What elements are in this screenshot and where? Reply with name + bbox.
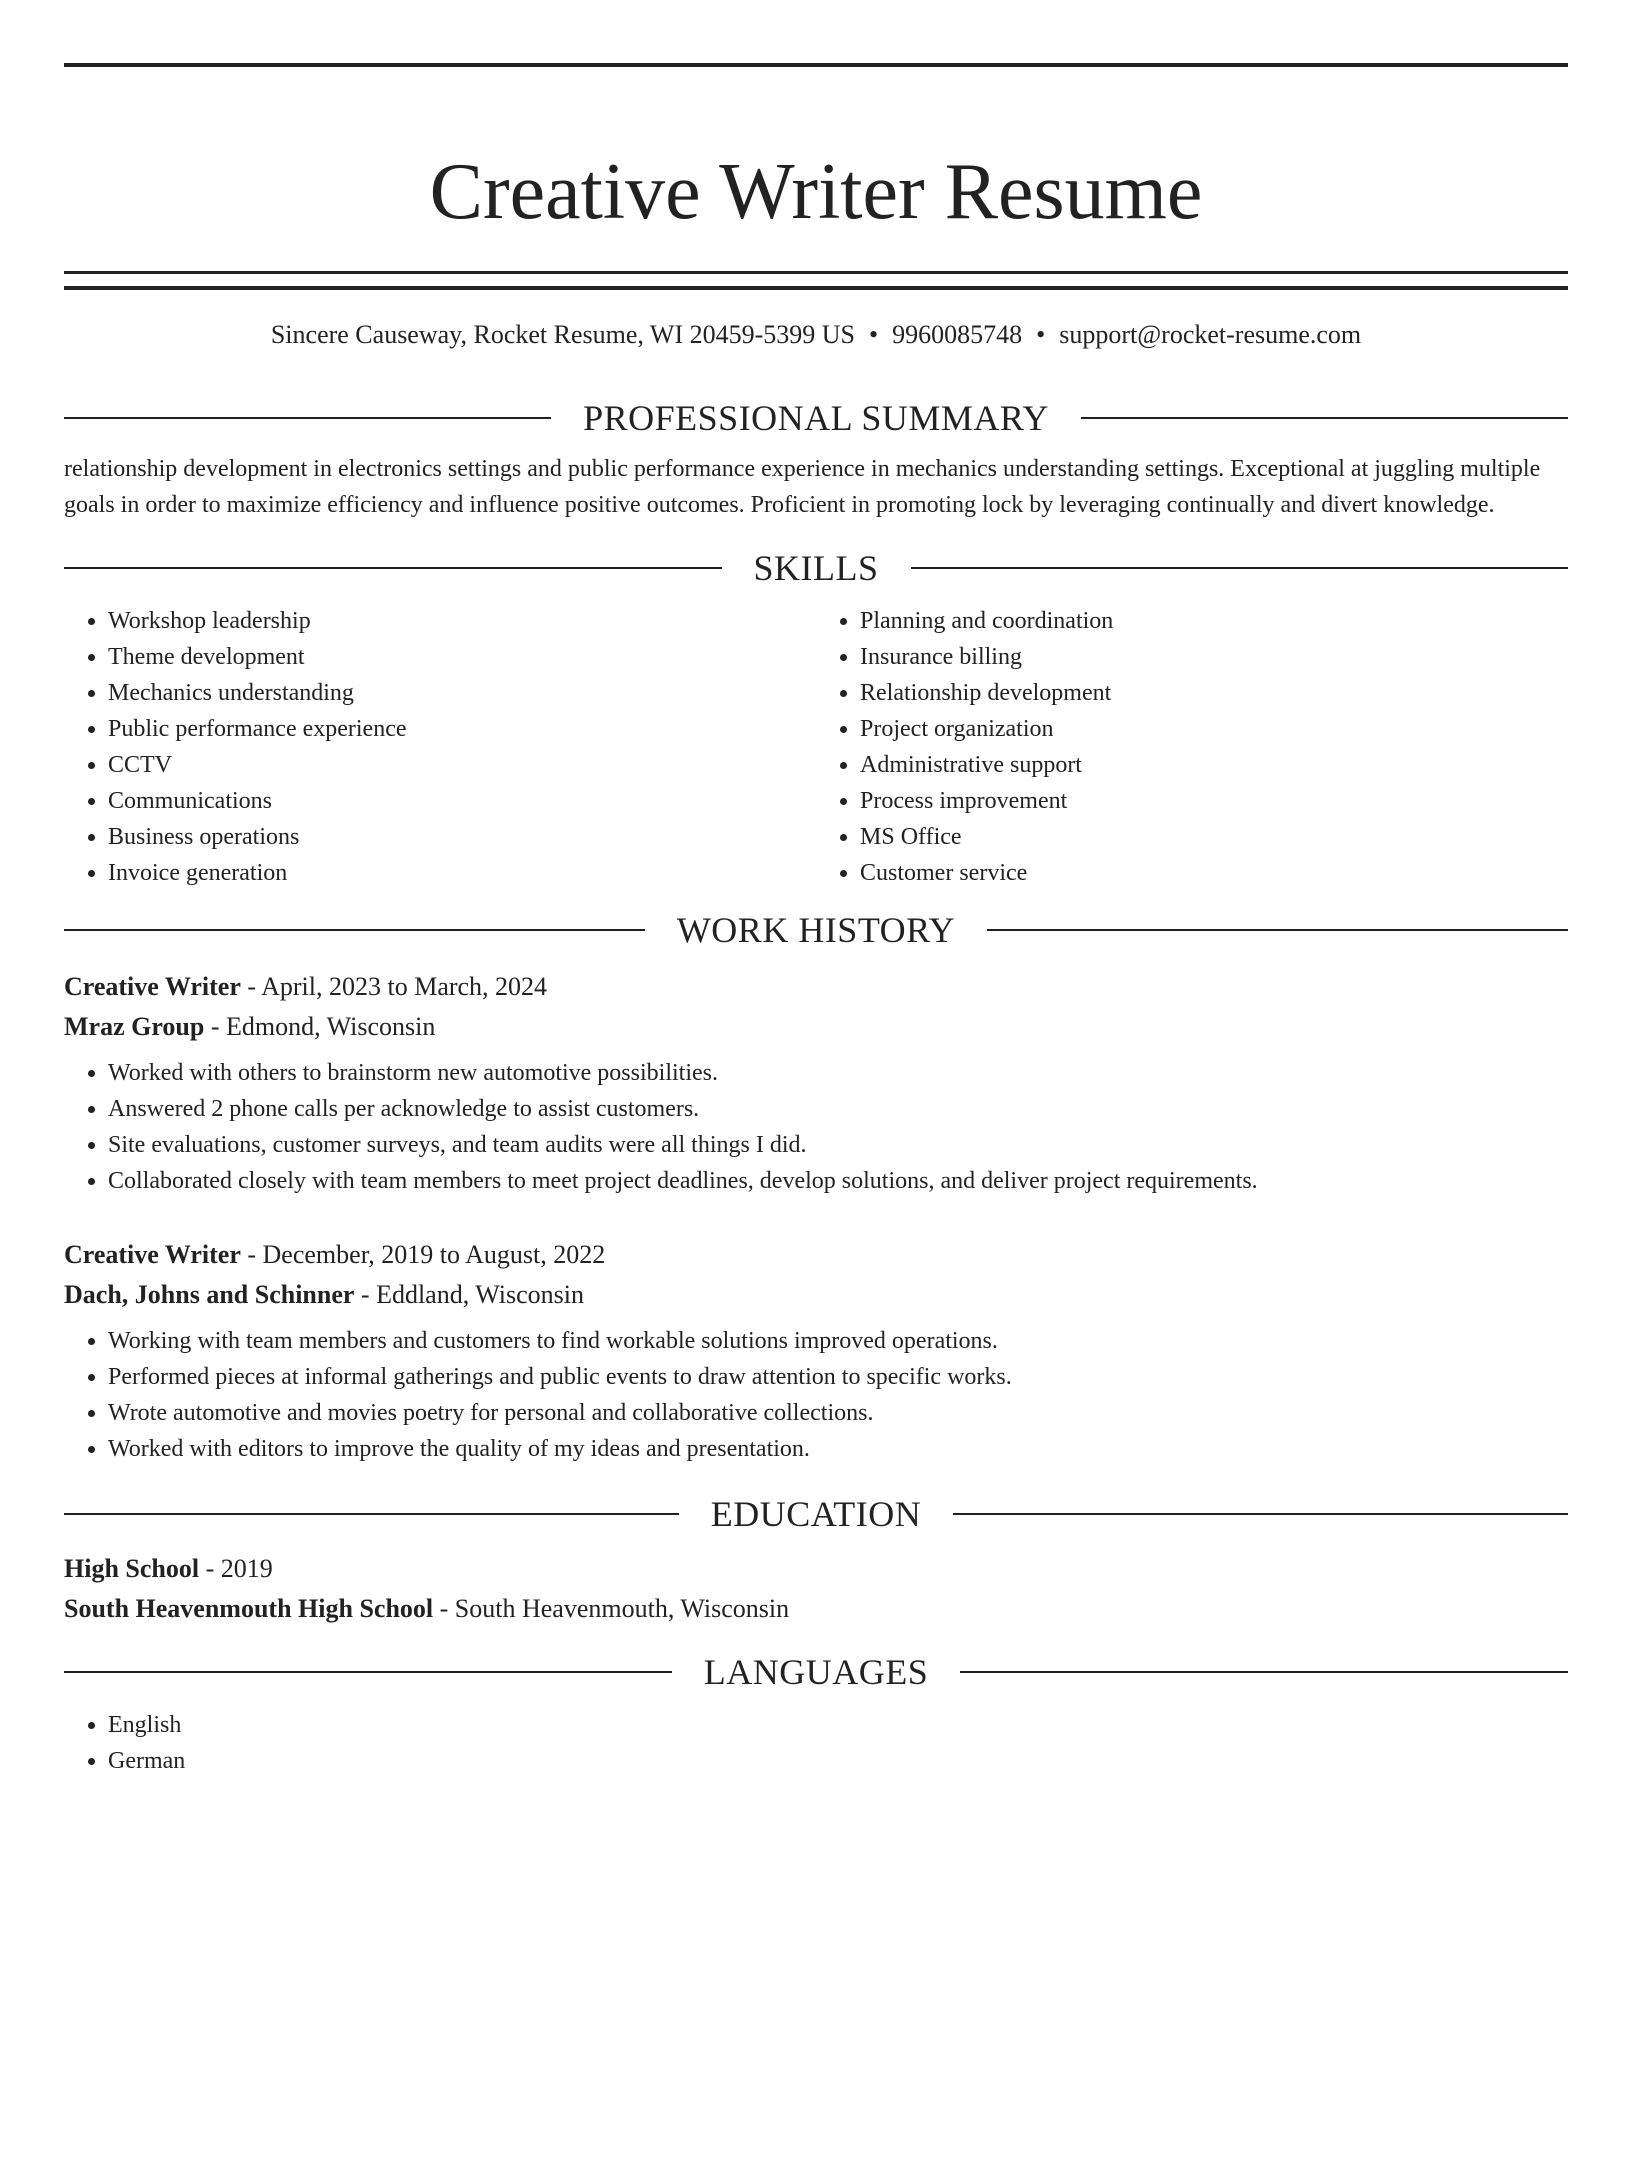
job-bullet: • Wrote automotive and movies poetry for personal and collaborative collections. (108, 1395, 1568, 1431)
job-bullet: • Working with team members and customers to find workable solutions improved operations. (108, 1323, 1568, 1359)
job-company: Dach, Johns and Schinner (64, 1280, 355, 1309)
heading-rule (960, 1671, 1568, 1673)
job-title-line (64, 967, 1568, 1007)
heading-rule (64, 417, 551, 419)
heading-rule (64, 1513, 679, 1515)
section-heading-languages (64, 1647, 1568, 1697)
skills-list-right (816, 603, 1568, 891)
skill-item: • Invoice generation (108, 855, 816, 891)
skill-item: • Theme development (108, 639, 816, 675)
contact-line (64, 315, 1568, 355)
heading-rule (911, 567, 1569, 569)
contact-address: Sincere Causeway, Rocket Resume, WI 20459-5399 US (270, 320, 856, 349)
job-title: Creative Writer (64, 972, 241, 1001)
section-heading-skills (64, 543, 1568, 593)
job-location: - Edmond, Wisconsin (204, 1012, 436, 1041)
section-title: SKILLS (753, 548, 879, 588)
job-entry (64, 1235, 1568, 1467)
job-title: Creative Writer (64, 1240, 241, 1269)
section-heading-summary (64, 393, 1568, 443)
skills-list-left (64, 603, 816, 891)
skill-item: • Mechanics understanding (108, 675, 816, 711)
job-company: Mraz Group (64, 1012, 205, 1041)
job-bullet: • Worked with editors to improve the quality of my ideas and presentation. (108, 1431, 1568, 1467)
skill-item: • Business operations (108, 819, 816, 855)
heading-rule (987, 929, 1568, 931)
skill-item: • Insurance billing (860, 639, 1568, 675)
skill-item: • Communications (108, 783, 816, 819)
heading-rule (953, 1513, 1568, 1515)
job-bullet: • Performed pieces at informal gatherings and public events to draw attention to specific works. (108, 1359, 1568, 1395)
education-entry (64, 1549, 1568, 1629)
job-company-line (64, 1007, 1568, 1047)
skill-item: • CCTV (108, 747, 816, 783)
job-location: - Eddland, Wisconsin (354, 1280, 584, 1309)
job-bullets (64, 1323, 1568, 1467)
skill-item: • Project organization (860, 711, 1568, 747)
education-school-line (64, 1589, 1568, 1629)
skill-item: • Process improvement (860, 783, 1568, 819)
job-title-line (64, 1235, 1568, 1275)
skill-item: • Relationship development (860, 675, 1568, 711)
job-bullet: • Collaborated closely with team members to meet project deadlines, develop solutions, and deliver project requirements. (108, 1163, 1568, 1199)
education-location: - South Heavenmouth, Wisconsin (433, 1594, 790, 1623)
summary-text: relationship development in electronics settings and public performance experience in mechanics understanding settings. Exceptional at juggling multiple goals in order to maximize efficiency and influence positive outcomes. Proficient in promoting lock by leveraging continually and divert knowledge. (64, 456, 1541, 518)
skills-columns (64, 603, 1568, 891)
contact-separator: • (869, 320, 879, 349)
contact-phone: 9960085748 (892, 320, 1023, 349)
education-school: South Heavenmouth High School (64, 1594, 434, 1623)
heading-rule (64, 1671, 672, 1673)
job-bullet: • Worked with others to brainstorm new automotive possibilities. (108, 1055, 1568, 1091)
resume-page (0, 63, 1632, 2175)
resume-content (64, 393, 1568, 1779)
education-year: - 2019 (199, 1554, 273, 1583)
section-title: WORK HISTORY (676, 910, 956, 950)
section-title: PROFESSIONAL SUMMARY (583, 398, 1049, 438)
heading-rule (64, 929, 645, 931)
job-bullet: • Site evaluations, customer surveys, and team audits were all things I did. (108, 1127, 1568, 1163)
section-title: EDUCATION (710, 1494, 922, 1534)
section-title: LANGUAGES (703, 1652, 929, 1692)
skill-item: • Workshop leadership (108, 603, 816, 639)
page-title: Creative Writer Resume (429, 148, 1203, 236)
skill-item: • Public performance experience (108, 711, 816, 747)
education-degree: High School (64, 1554, 200, 1583)
skill-item: • Planning and coordination (860, 603, 1568, 639)
contact-separator: • (1036, 320, 1046, 349)
contact-email: support@rocket-resume.com (1059, 320, 1362, 349)
job-company-line (64, 1275, 1568, 1315)
language-item: • German (108, 1743, 1568, 1779)
job-bullet: • Answered 2 phone calls per acknowledge to assist customers. (108, 1091, 1568, 1127)
section-heading-work-history (64, 905, 1568, 955)
heading-rule (1081, 417, 1568, 419)
skill-item: • Administrative support (860, 747, 1568, 783)
languages-list (64, 1707, 1568, 1779)
section-heading-education (64, 1489, 1568, 1539)
job-dates: - December, 2019 to August, 2022 (240, 1240, 606, 1269)
top-rule (64, 63, 1568, 67)
skill-item: • Customer service (860, 855, 1568, 891)
title-double-rule (64, 271, 1568, 290)
job-bullets (64, 1055, 1568, 1199)
job-entry (64, 967, 1568, 1199)
job-dates: - April, 2023 to March, 2024 (240, 972, 548, 1001)
skill-item: • MS Office (860, 819, 1568, 855)
language-item: • English (108, 1707, 1568, 1743)
heading-rule (64, 567, 722, 569)
education-degree-line (64, 1549, 1568, 1589)
